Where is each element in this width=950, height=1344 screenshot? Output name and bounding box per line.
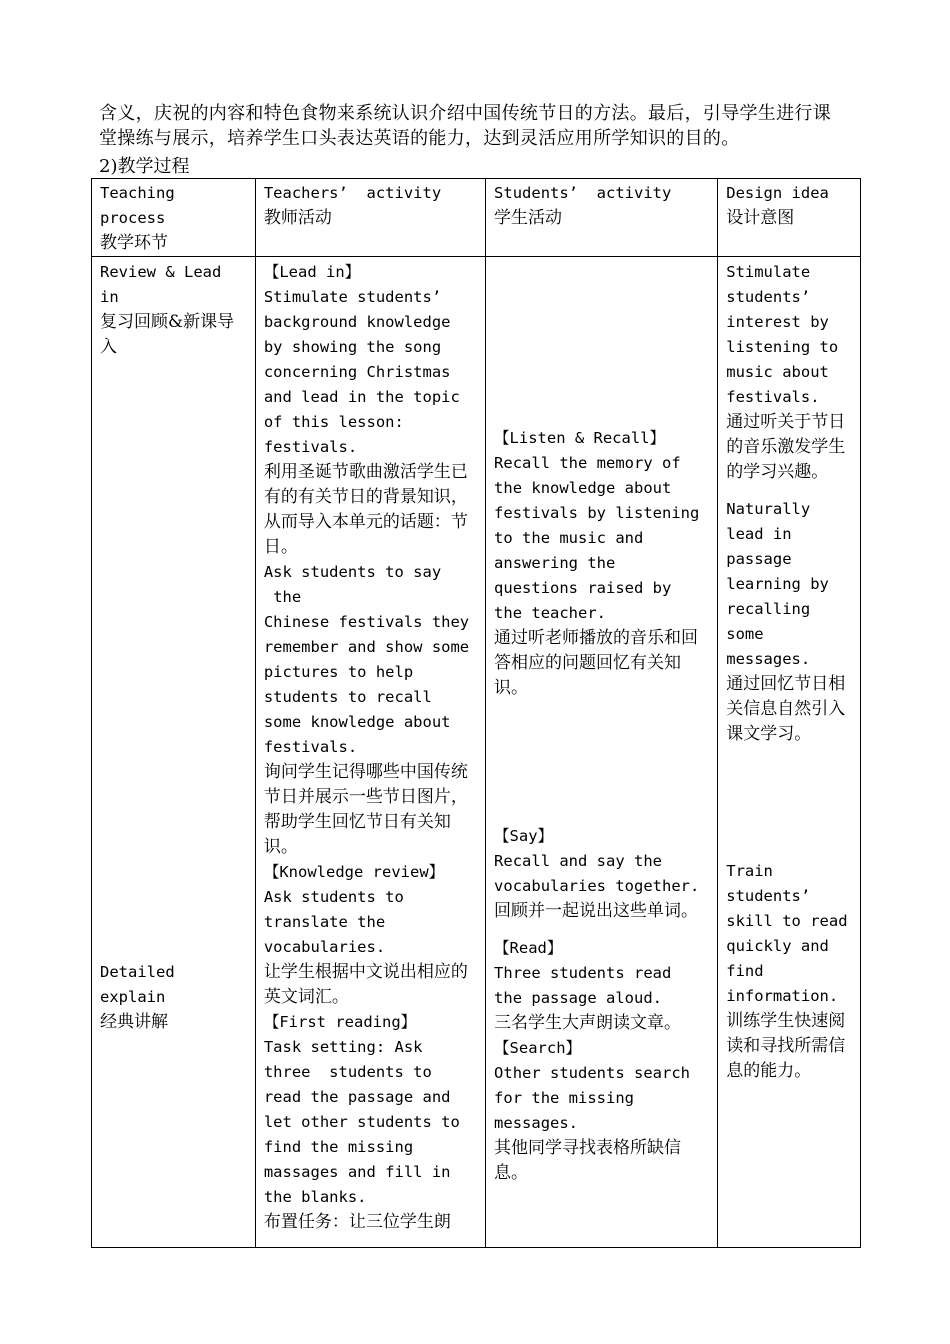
first-reading-en: Task setting: Ask three students to read the passage and let other students to find the missing massages and fill in the blanks. — [263, 1038, 460, 1206]
header-teacher-en: Teachers’ activity — [263, 184, 442, 202]
teacher-activity-cell — [255, 257, 485, 1248]
intro-line-2: 堂操练与展示，培养学生口头表达英语的能力，达到灵活应用所学知识的目的。 — [99, 128, 740, 149]
section-title: 2)教学过程 — [99, 156, 190, 177]
design-1-en: Stimulate students’ interest by listening to music about festivals. — [726, 263, 839, 406]
lead-in-en: Stimulate students’ background knowledge by showing the song concerning Christmas and lead in the topic of this lesson: festivals. — [263, 288, 460, 456]
design-3-zh: 训练学生快速阅读和寻找所需信息的能力。 — [726, 1011, 846, 1081]
knowledge-review-en: Ask students to translate the vocabularies. — [263, 888, 404, 956]
lead-in-zh: 利用圣诞节歌曲激活学生已有的有关节日的背景知识，从而导入本单元的话题：节日。 — [263, 462, 468, 557]
student-activity-cell — [486, 257, 718, 1248]
detail-zh: 经典讲解 — [100, 1012, 168, 1032]
listen-recall-en: Recall the memory of the knowledge about festivals by listening to the music and answering the questions raised by the teacher. — [494, 454, 700, 622]
knowledge-review-zh: 让学生根据中文说出相应的英文词汇。 — [263, 962, 468, 1007]
header-process-en-1: Teaching — [100, 184, 175, 202]
header-design-en: Design idea — [726, 184, 829, 202]
spacer — [726, 747, 854, 859]
header-student-en: Students’ activity — [494, 184, 672, 202]
spacer — [494, 924, 711, 936]
read-en: Three students read the passage aloud. — [494, 964, 672, 1007]
header-students-activity — [486, 179, 718, 257]
header-student-zh: 学生活动 — [494, 208, 563, 228]
listen-recall-title: 【Listen & Recall】 — [494, 429, 666, 447]
process-cell — [92, 257, 256, 1248]
design-2-zh: 通过回忆节日相关信息自然引入课文学习。 — [726, 674, 846, 744]
header-process-en-2: process — [100, 209, 166, 227]
design-idea-cell — [718, 257, 861, 1248]
design-2-en: Naturally lead in passage learning by recalling some messages. — [726, 500, 829, 668]
spacer — [494, 701, 711, 824]
header-teachers-activity — [255, 179, 485, 257]
review-en-1: Review & Lead — [100, 263, 222, 281]
intro-line-1: 含义，庆祝的内容和特色食物来系统认识介绍中国传统节日的方法。最后，引导学生进行课 — [99, 103, 831, 124]
say-en: Recall and say the vocabularies together. — [494, 852, 700, 895]
lead-in-title: 【Lead in】 — [263, 263, 361, 281]
review-zh: 复习回顾&新课导入 — [100, 312, 235, 357]
spacer — [726, 485, 854, 497]
header-design-idea — [718, 179, 861, 257]
first-reading-zh: 布置任务：让三位学生朗 — [263, 1212, 451, 1232]
detail-en-1: Detailed — [100, 963, 175, 981]
ask-zh: 询问学生记得哪些中国传统节日并展示一些节日图片，帮助学生回忆节日有关知识。 — [263, 762, 468, 857]
read-title: 【Read】 — [494, 939, 563, 957]
design-1-zh: 通过听关于节日的音乐激发学生的学习兴趣。 — [726, 412, 846, 482]
detail-en-2: explain — [100, 988, 166, 1006]
say-zh: 回顾并一起说出这些单词。 — [494, 901, 699, 921]
design-3-en: Train students’ skill to read quickly and find information. — [726, 862, 848, 1005]
header-teacher-zh: 教师活动 — [263, 208, 332, 228]
read-zh: 三名学生大声朗读文章。 — [494, 1013, 682, 1033]
search-title: 【Search】 — [494, 1039, 582, 1057]
spacer — [494, 260, 711, 426]
intro-paragraph — [99, 101, 869, 151]
spacer — [100, 360, 249, 960]
knowledge-review-title: 【Knowledge review】 — [263, 863, 445, 881]
review-en-2: in — [100, 288, 119, 306]
table-body-row — [92, 257, 861, 1248]
listen-recall-zh: 通过听老师播放的音乐和回答相应的问题回忆有关知识。 — [494, 628, 699, 698]
say-title: 【Say】 — [494, 827, 554, 845]
header-design-zh: 设计意图 — [726, 208, 795, 228]
header-process-zh: 教学环节 — [100, 233, 168, 253]
teaching-process-table — [91, 178, 861, 1248]
header-teaching-process — [92, 179, 256, 257]
ask-en: Ask students to say the Chinese festivals they remember and show some pictures to help students to recall some knowledge about festivals. — [263, 563, 470, 756]
search-zh: 其他同学寻找表格所缺信息。 — [494, 1138, 682, 1183]
first-reading-title: 【First reading】 — [263, 1013, 417, 1031]
search-en: Other students search for the missing messages. — [494, 1064, 690, 1132]
table-header-row — [92, 179, 861, 257]
